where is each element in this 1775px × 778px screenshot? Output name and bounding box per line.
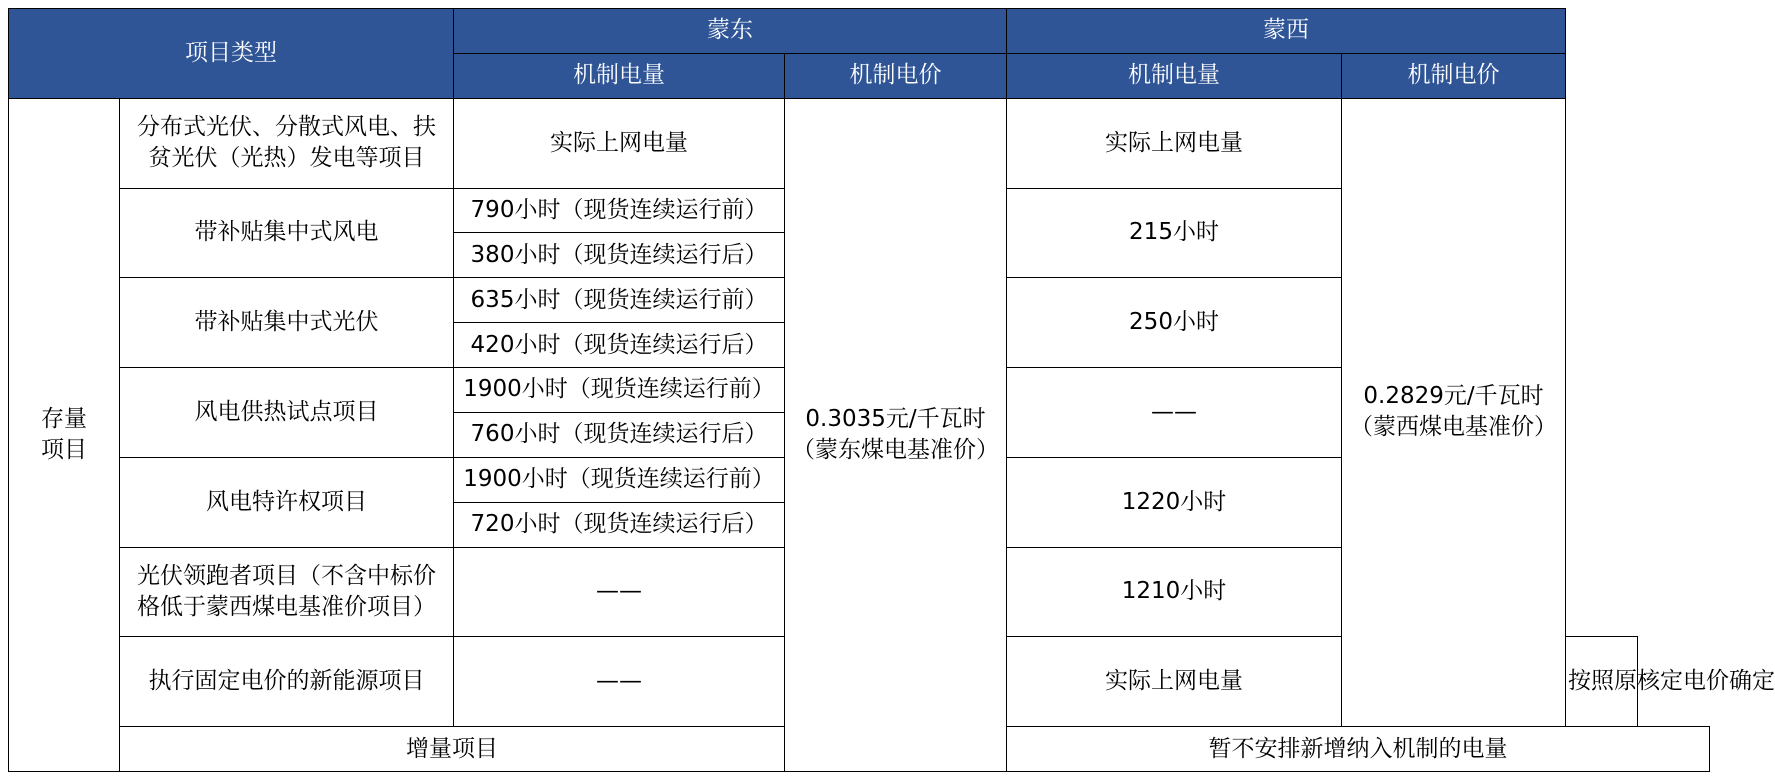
east-volume-3-before: 635小时（现货连续运行前） xyxy=(454,278,785,323)
row-name-3: 带补贴集中式光伏 xyxy=(120,278,454,368)
west-volume-2: 215小时 xyxy=(1007,188,1342,278)
west-price-7: 按照原核定电价确定 xyxy=(1566,637,1638,727)
west-volume-4: —— xyxy=(1007,368,1342,458)
increment-label: 增量项目 xyxy=(120,727,785,772)
east-volume-3-after: 420小时（现货连续运行后） xyxy=(454,323,785,368)
west-volume-5: 1220小时 xyxy=(1007,457,1342,547)
header-region-east: 蒙东 xyxy=(454,9,1007,54)
east-volume-2-after: 380小时（现货连续运行后） xyxy=(454,233,785,278)
row-name-5: 风电特许权项目 xyxy=(120,457,454,547)
row-name-4: 风电供热试点项目 xyxy=(120,368,454,458)
east-volume-1: 实际上网电量 xyxy=(454,98,785,188)
west-volume-1: 实际上网电量 xyxy=(1007,98,1342,188)
east-volume-7: —— xyxy=(454,637,785,727)
east-volume-4-after: 760小时（现货连续运行后） xyxy=(454,412,785,457)
header-east-mech-price: 机制电价 xyxy=(785,53,1007,98)
header-west-mech-price: 机制电价 xyxy=(1342,53,1566,98)
increment-note: 暂不安排新增纳入机制的电量 xyxy=(1007,727,1710,772)
west-volume-3: 250小时 xyxy=(1007,278,1342,368)
row-name-2: 带补贴集中式风电 xyxy=(120,188,454,278)
west-volume-6: 1210小时 xyxy=(1007,547,1342,637)
west-mech-price: 0.2829元/千瓦时 （蒙西煤电基准价） xyxy=(1342,98,1566,726)
east-mech-price: 0.3035元/千瓦时 （蒙东煤电基准价） xyxy=(785,98,1007,771)
stock-project-label: 存量 项目 xyxy=(9,98,120,771)
east-volume-4-before: 1900小时（现货连续运行前） xyxy=(454,368,785,413)
header-project-type: 项目类型 xyxy=(9,9,454,99)
header-east-mech-volume: 机制电量 xyxy=(454,53,785,98)
east-volume-6: —— xyxy=(454,547,785,637)
east-volume-5-before: 1900小时（现货连续运行前） xyxy=(454,457,785,502)
row-name-6: 光伏领跑者项目（不含中标价 格低于蒙西煤电基准价项目） xyxy=(120,547,454,637)
mechanism-table xyxy=(8,8,1775,772)
row-name-1: 分布式光伏、分散式风电、扶 贫光伏（光热）发电等项目 xyxy=(120,98,454,188)
header-west-mech-volume: 机制电量 xyxy=(1007,53,1342,98)
west-volume-7: 实际上网电量 xyxy=(1007,637,1342,727)
row-name-7: 执行固定电价的新能源项目 xyxy=(120,637,454,727)
east-volume-2-before: 790小时（现货连续运行前） xyxy=(454,188,785,233)
east-volume-5-after: 720小时（现货连续运行后） xyxy=(454,502,785,547)
header-region-west: 蒙西 xyxy=(1007,9,1566,54)
